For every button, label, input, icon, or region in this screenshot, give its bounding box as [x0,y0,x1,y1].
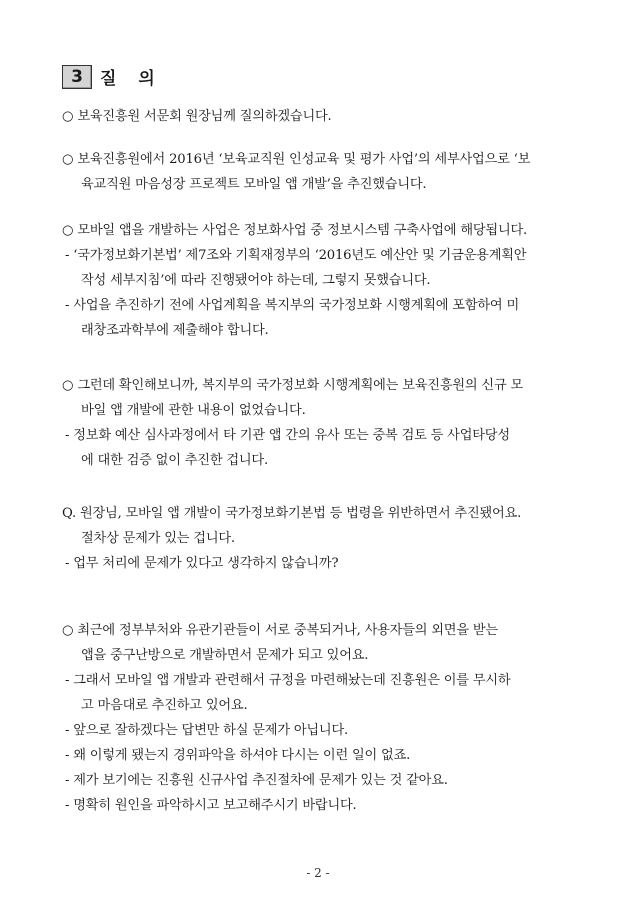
question-line [81,530,235,548]
circle-bullet-icon: ○ [62,223,74,238]
dash-bullet-icon: - [65,248,70,263]
question-marker: Q. [62,506,76,521]
paragraph-line [81,402,306,420]
paragraph-line [65,672,510,690]
question-line [65,555,338,573]
paragraph-line [62,377,523,395]
paragraph-line [65,297,519,315]
question-line [62,505,521,523]
dash-bullet-icon: - [65,798,70,813]
paragraph-line [65,427,510,445]
line-text: 업무 처리에 문제가 있다고 생각하지 않습니까? [73,556,339,571]
dash-bullet-icon: - [65,773,70,788]
line-text: 제가 보기에는 진흥원 신규사업 추진절차에 문제가 있는 것 같아요. [73,773,448,788]
line-text: 모바일 앱을 개발하는 사업은 정보화사업 중 정보시스템 구축사업에 해당됩니다. [77,223,528,238]
circle-bullet-icon: ○ [62,378,74,393]
paragraph-line [65,772,448,790]
line-text: 사업을 추진하기 전에 사업계획을 복지부의 국가정보화 시행계획에 포함하여 미 [73,298,519,313]
paragraph-line [62,151,530,169]
paragraph-line [81,272,430,290]
paragraph-line [62,222,527,240]
line-text: ‘국가정보화기본법’ 제7조와 기획재정부의 ‘2016년도 예산안 및 기금운용계획안 [73,248,527,263]
paragraph-line [81,647,368,665]
circle-bullet-icon: ○ [62,152,74,167]
line-text: 에 대한 검증 없이 추진한 겁니다. [81,453,268,468]
paragraph-line [62,108,332,126]
line-text: 고 마음대로 추진하고 있어요. [81,698,248,713]
paragraph-line [81,452,268,470]
dash-bullet-icon: - [65,298,70,313]
line-text: 정보화 예산 심사과정에서 타 기관 앱 간의 유사 또는 중복 검토 등 사업타당성 [73,428,510,443]
line-text: 앱을 중구난방으로 개발하면서 문제가 되고 있어요. [81,648,369,663]
page-number: - 2 - [306,866,330,880]
line-text: 왜 이렇게 됐는지 경위파악을 하셔야 다시는 이런 일이 없죠. [73,748,411,763]
line-text: 그런데 확인해보니까, 복지부의 국가정보화 시행계획에는 보육진흥원의 신규 모 [77,378,524,393]
paragraph-line [81,697,247,715]
paragraph-line [65,747,410,765]
dash-bullet-icon: - [65,428,70,443]
dash-bullet-icon: - [65,673,70,688]
dash-bullet-icon: - [65,723,70,738]
paragraph-line [81,176,426,194]
line-text: 원장님, 모바일 앱 개발이 국가정보화기본법 등 법령을 위반하면서 추진됐어요. [79,506,522,521]
paragraph-line [81,322,269,340]
line-text: 육교직원 마음성장 프로젝트 모바일 앱 개발’을 추진했습니다. [81,177,427,192]
line-text: 앞으로 잘하겠다는 답변만 하실 문제가 아닙니다. [73,723,348,738]
line-text: 최근에 정부부처와 유관기관들이 서로 중복되거나, 사용자들의 외면을 받는 [77,623,498,638]
line-text: 작성 세부지침’에 따라 진행됐어야 하는데, 그렇지 못했습니다. [81,273,431,288]
section-title: 질 의 [100,69,163,89]
paragraph-line [65,247,526,265]
line-text: 절차상 문제가 있는 겁니다. [81,531,235,546]
line-text: 래창조과학부에 제출해야 합니다. [81,323,269,338]
circle-bullet-icon: ○ [62,109,74,124]
paragraph-line [65,797,357,815]
section-header [62,64,163,89]
line-text: 그래서 모바일 앱 개발과 관련해서 규정을 마련해놨는데 진흥원은 이를 무시하 [73,673,511,688]
paragraph-line [65,722,348,740]
line-text: 바일 앱 개발에 관한 내용이 없었습니다. [81,403,306,418]
line-text: 명확히 원인을 파악하시고 보고해주시기 바랍니다. [73,798,357,813]
section-number-box: 3 [62,65,92,89]
dash-bullet-icon: - [65,556,70,571]
circle-bullet-icon: ○ [62,623,74,638]
paragraph-line [62,622,498,640]
dash-bullet-icon: - [65,748,70,763]
line-text: 보육진흥원에서 2016년 ‘보육교직원 인성교육 및 평가 사업’의 세부사업으로 ‘보 [77,152,531,167]
line-text: 보육진흥원 서문회 원장님께 질의하겠습니다. [77,109,332,124]
